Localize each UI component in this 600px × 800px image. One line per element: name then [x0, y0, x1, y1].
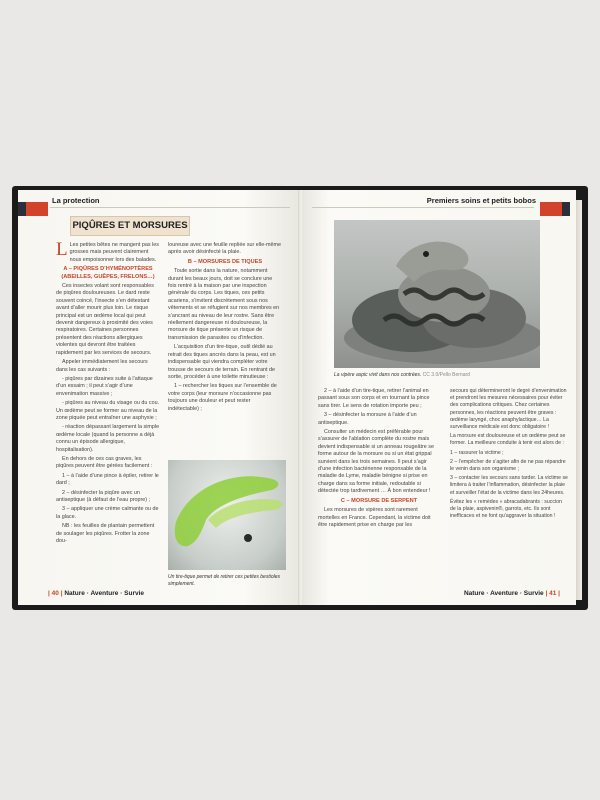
left-header-red-bar	[26, 202, 48, 216]
right-column-2	[450, 388, 568, 522]
page-number-left: 40	[51, 590, 59, 597]
intro-paragraph	[56, 239, 160, 264]
tick-remover-photo	[168, 460, 286, 570]
paragraph: secours qui détermineront le degré d’envenimation et prendront les mesures nécessaires pour éviter des complications critiques. Chez certaines personnes, les réactions peuvent être graves : œdème laryngé, choc anaphylactique… La surveillance médicale est donc obligatoire !	[450, 388, 567, 431]
right-running-header: Premiers soins et petits bobos	[426, 196, 536, 205]
subheading-c: C – MORSURE DE SERPENT	[340, 497, 418, 504]
left-column-2	[168, 242, 282, 415]
subheading-a: A – PIQÛRES D’HYMÉNOPTÈRES (ABEILLES, GUÊPES, FRELONS…)	[61, 266, 155, 280]
drop-cap: L	[56, 239, 68, 260]
paragraph: L’acquisition d’un tire-tique, outil dédié au retrait des tiques ancrés dans la peau, est un indispensable qui viendra compléter votre trousse de secours de terrain. En rentrant de sortie, procéder à une toilette minutieuse :	[168, 344, 276, 380]
paragraph: La morsure est douloureuse et un œdème peut se former. La meilleure conduite à tenir est alors de :	[450, 433, 566, 447]
intro-text: Les petites bêtes ne mangent pas les grosses mais peuvent clairement nous empoisonner lors des balades.	[69, 242, 159, 263]
viper-photo	[334, 220, 540, 368]
paragraph: Appeler immédiatement les secours dans les cas suivants :	[56, 359, 148, 373]
paragraph: 1 – rassurer la victime ;	[450, 449, 504, 456]
paragraph: loureuse avec une feuille repliée sur elle-même après avoir désinfecté la plaie.	[168, 242, 281, 256]
paragraph: NB : les feuilles de plantain permettent de soulager les piqûres. Frotter la zone dou-	[56, 523, 155, 545]
paragraph: Consulter un médecin est préférable pour s’assurer de l’ablation complète du rostre mais devient indispensable si un anneau rougeâtre se forme autour de la morsure ou si un état grippal survient dans les trois semaines. Il peut s’agir d’une infection bactérienne responsable de la maladie de Lyme, maladie bénigne si prise en charge dans sa forme initiale, redoutable si détectée trop tardivement … À bon entendeur !	[318, 429, 434, 495]
paragraph: Évitez les « remèdes » abracadabrants : succion de la plaie, aspivenin®, garrots, etc. Ils sont inefficaces et ne font qu’aggraver la situation !	[450, 498, 562, 520]
section-title: PIQÛRES ET MORSURES	[70, 216, 190, 236]
subheading-b: B – MORSURES DE TIQUES	[187, 258, 263, 265]
header-rule	[50, 207, 290, 208]
right-header-red-bar	[540, 202, 562, 216]
paragraph: 3 – désinfecter la morsure à l’aide d’un antiseptique.	[318, 412, 417, 426]
left-running-header: La protection	[52, 196, 100, 205]
viper-photo-credit: CC 3.0/Pello Bernard	[422, 372, 470, 378]
paragraph: 2 – désinfecter la piqûre avec un antiseptique (à défaut de l’eau propre) ;	[56, 489, 151, 503]
footer-title-right: Nature · Aventure · Survie	[463, 590, 544, 597]
paragraph: - piqûres par dizaines suite à l’attaque d’un essaim ; il peut s’agir d’une envenimation massive ;	[56, 375, 153, 397]
viper-photo-caption	[334, 372, 540, 379]
right-page	[302, 190, 576, 605]
left-footer: | 40 | Nature · Aventure · Survie	[48, 590, 145, 597]
paragraph: Les morsures de vipères sont rarement mortelles en France. Cependant, la victime doit être rapidement prise en charge par les	[318, 507, 431, 528]
paragraph: 1 – à l’aide d’une pince à épiler, retirer le dard ;	[56, 472, 159, 487]
tick-remover-illustration	[168, 460, 286, 570]
paragraph: 2 – à l’aide d’un tire-tique, retirer l’animal en passant sous son corps et en tournant la pince sans tirer. Le sens de rotation importe peu ;	[318, 388, 430, 409]
paragraph: 3 – contacter les secours sans tarder. La victime se limitera à traiter l’inflammation, désinfecter la plaie et surveiller l’état de la victime dans les 24heures.	[450, 475, 568, 496]
viper-illustration	[334, 220, 540, 368]
header-rule	[312, 207, 534, 208]
paragraph: - piqûres au niveau du visage ou du cou. Un œdème peut se former au niveau de la zone piquée peut entraîner une asphyxie ;	[56, 400, 160, 421]
paragraph: Toute sortie dans la nature, notamment durant les beaux jours, doit se conclure une fois rentré à la maison par une inspection générale du corps. Les tiques, ces petits acariens, s’invitent discrètement sous nos vêtements et se réfugient sur nos membres en s’ancrant au niveau de leur rostre. Sans être réellement dangereuse ni douloureuse, la morsure de tique présente un risque de transmission de parasites ou d’infection.	[168, 268, 280, 341]
paragraph: 3 – appliquer une crème calmante ou de la glace.	[56, 506, 159, 520]
left-header-dark-bar	[18, 202, 26, 216]
paragraph: En dehors de ces cas graves, les piqûres peuvent être gérées facilement :	[56, 455, 153, 470]
paragraph: Ces insectes volant sont responsables de piqûres douloureuses. Le dard reste souvent coincé, l’insecte s’en détestant avant d’aller mourir plus loin. Le risque principal est un œdème local qui peut devenir dangereux à proximité des voies respiratoires. Certaines personnes présentent des réactions allergiques violentes qui devront être traitées rapidement par les services de secours.	[56, 283, 154, 356]
paragraph: 1 – rechercher les tiques sur l’ensemble de votre corps (leur morsure n’occasionne pas toujours une douleur et peut rester indétectable) ;	[168, 383, 277, 412]
paragraph: 2 – l’empêcher de s’agiter afin de ne pas répandre le venin dans son organisme ;	[450, 458, 566, 473]
right-header-dark-bar	[562, 202, 570, 216]
page-number-right: 41	[549, 590, 557, 597]
left-column-1	[56, 239, 160, 547]
right-column-1	[318, 388, 440, 531]
right-footer: Nature · Aventure · Survie | 41 |	[463, 590, 560, 597]
page-edges	[576, 200, 582, 600]
tick-photo-caption: Un tire-tique permet de retirer ces petites bestioles simplement.	[168, 574, 280, 587]
paragraph: - réaction dépassant largement la simple œdème locale (quand la personne a déjà connu un épisode allergique, hospitalisation).	[56, 424, 160, 453]
left-page	[18, 190, 300, 605]
footer-title-left: Nature · Aventure · Survie	[64, 590, 145, 597]
viper-caption-text: La vipère aspic vivit dans nos contrées.	[334, 372, 422, 378]
